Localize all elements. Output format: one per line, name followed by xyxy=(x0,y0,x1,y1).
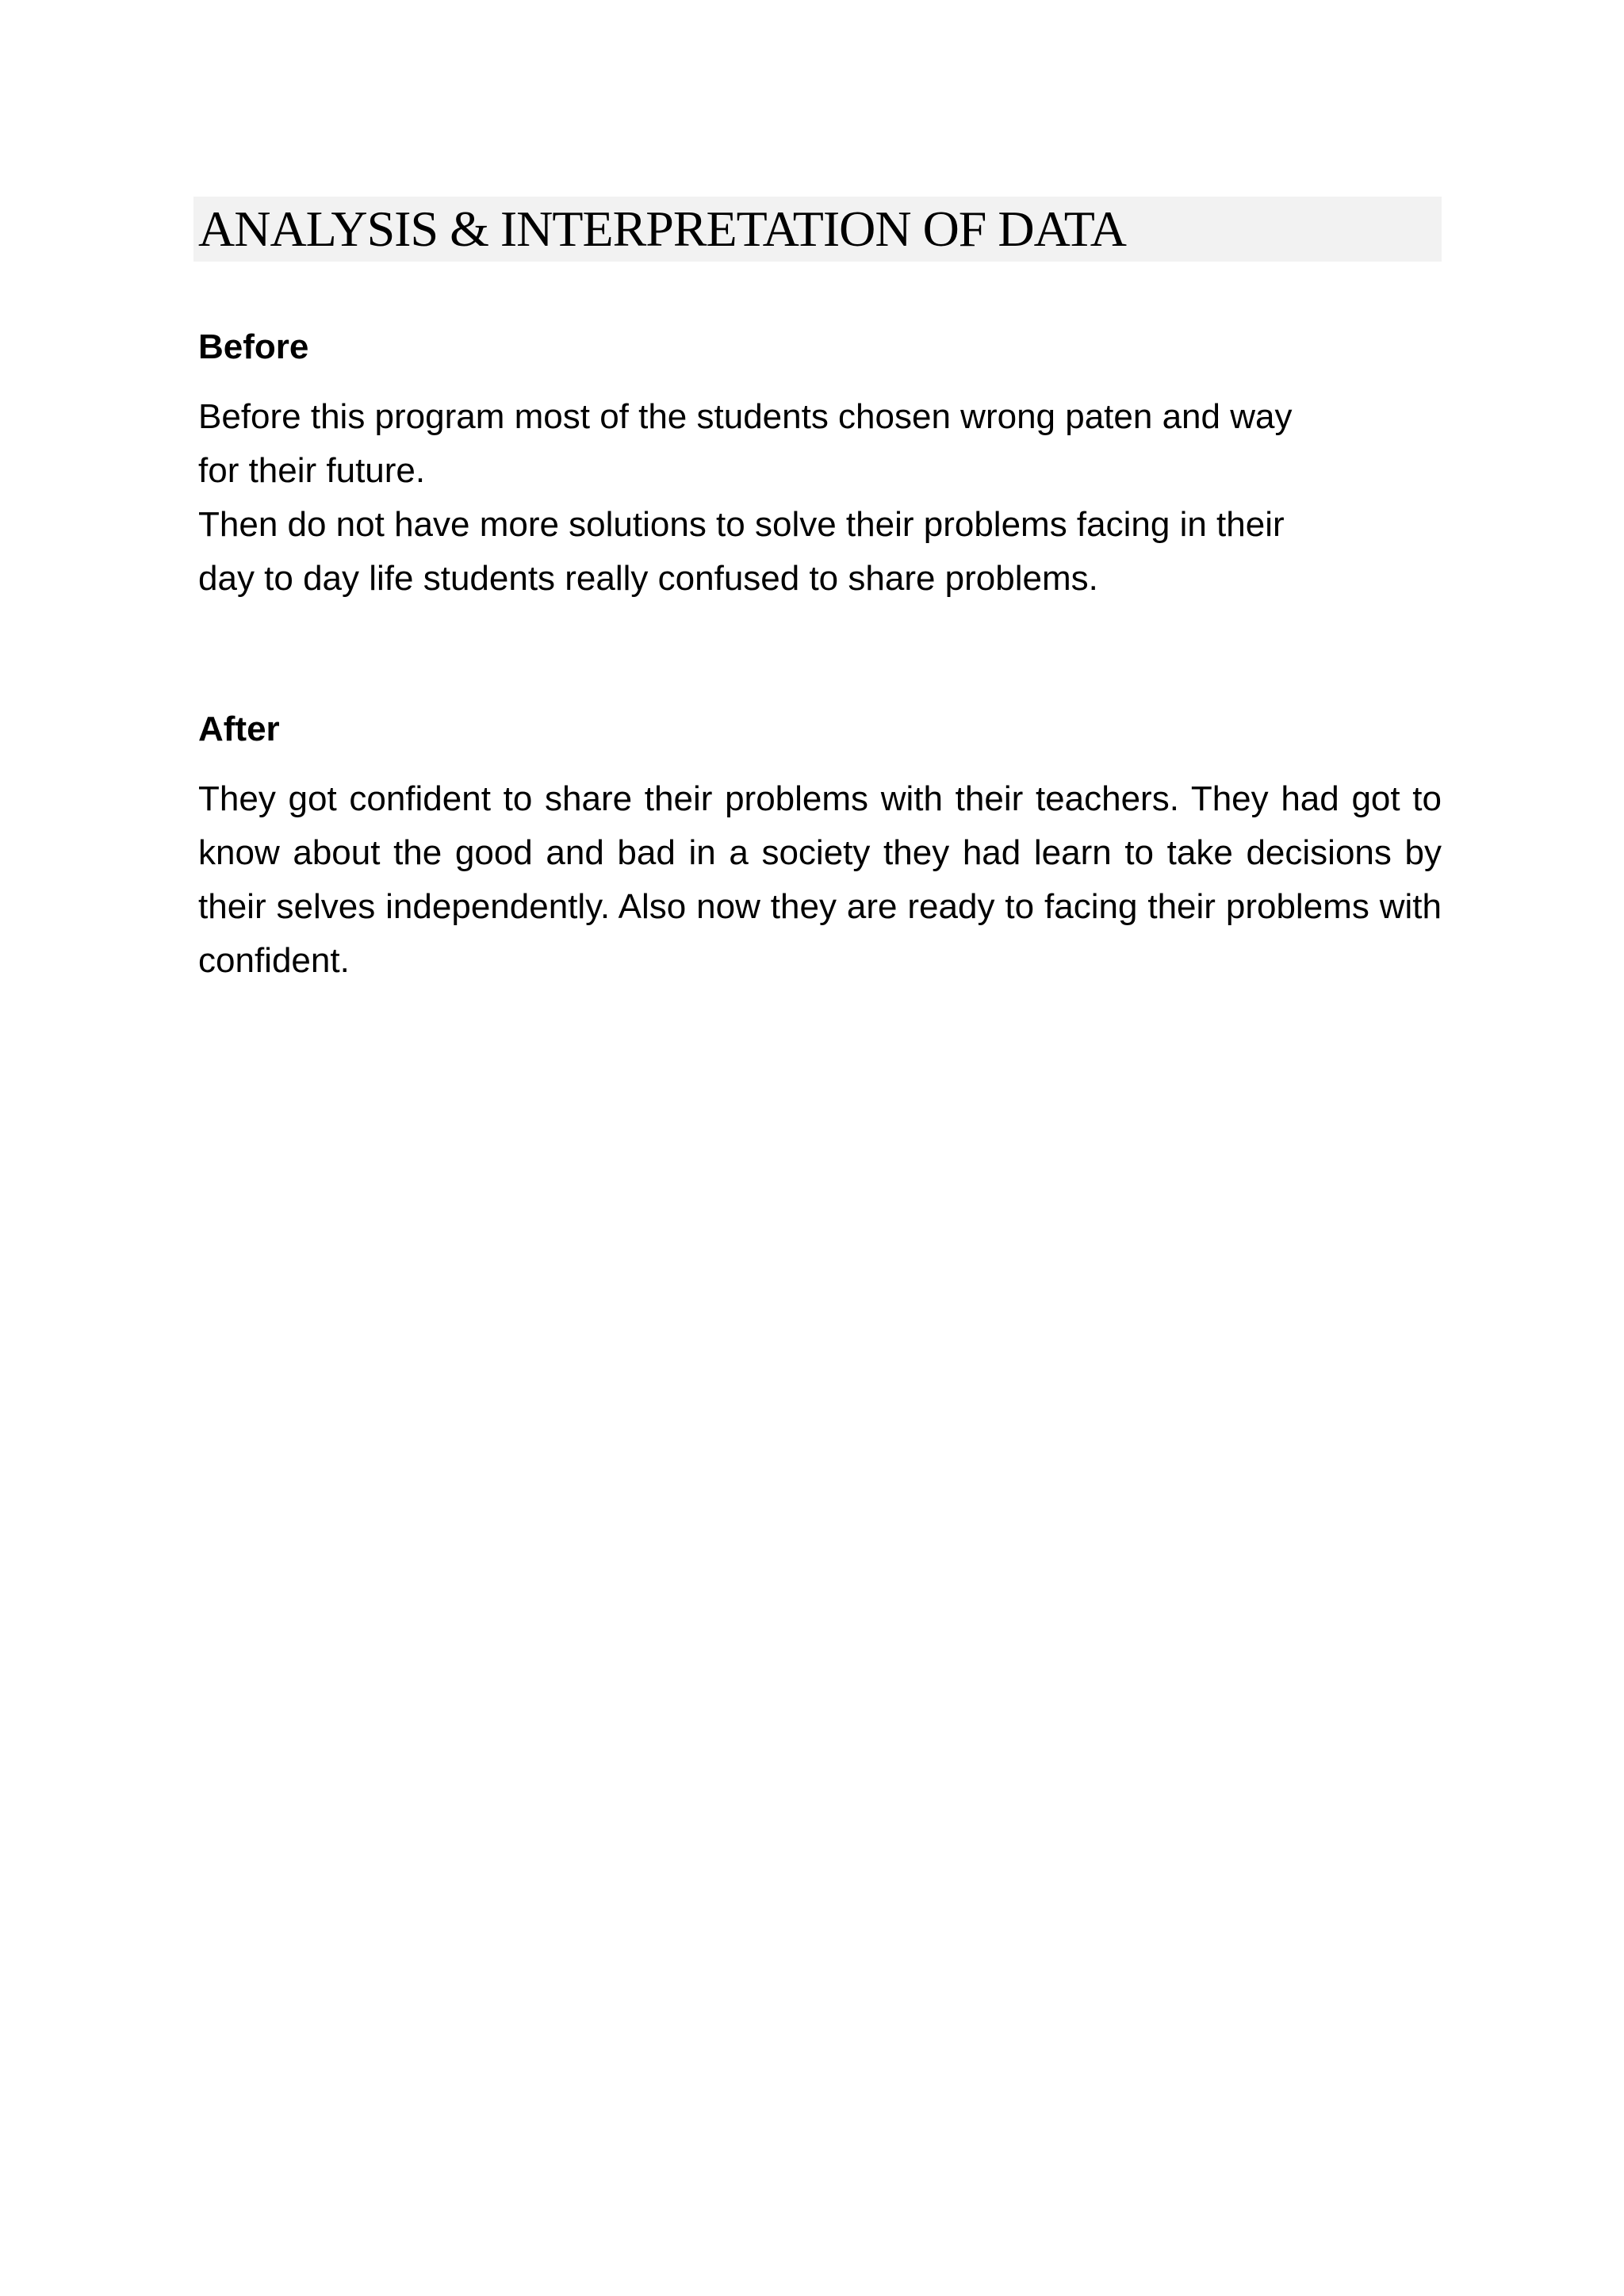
paragraph-line: Then do not have more solutions to solve their problems facing in their xyxy=(198,505,1285,544)
paragraph-line: Before this program most of the students chosen wrong paten and way xyxy=(198,397,1293,436)
section-paragraph-before xyxy=(198,390,1442,606)
document-content xyxy=(198,197,1442,988)
section-paragraph-after: They got confident to share their problems with their teachers. They had got to know about the good and bad in a society they had learn to take decisions by their selves independently. Also now they are ready to facing their problems with confident. xyxy=(198,779,1442,980)
section-heading-after: After xyxy=(198,710,280,748)
paragraph-line: for their future. xyxy=(198,451,426,490)
heading-band xyxy=(193,197,1442,262)
paragraph-line: day to day life students really confused to share problems. xyxy=(198,559,1098,598)
page-title: ANALYSIS & INTERPRETATION OF DATA xyxy=(198,201,1126,257)
section-heading-before: Before xyxy=(198,327,309,366)
